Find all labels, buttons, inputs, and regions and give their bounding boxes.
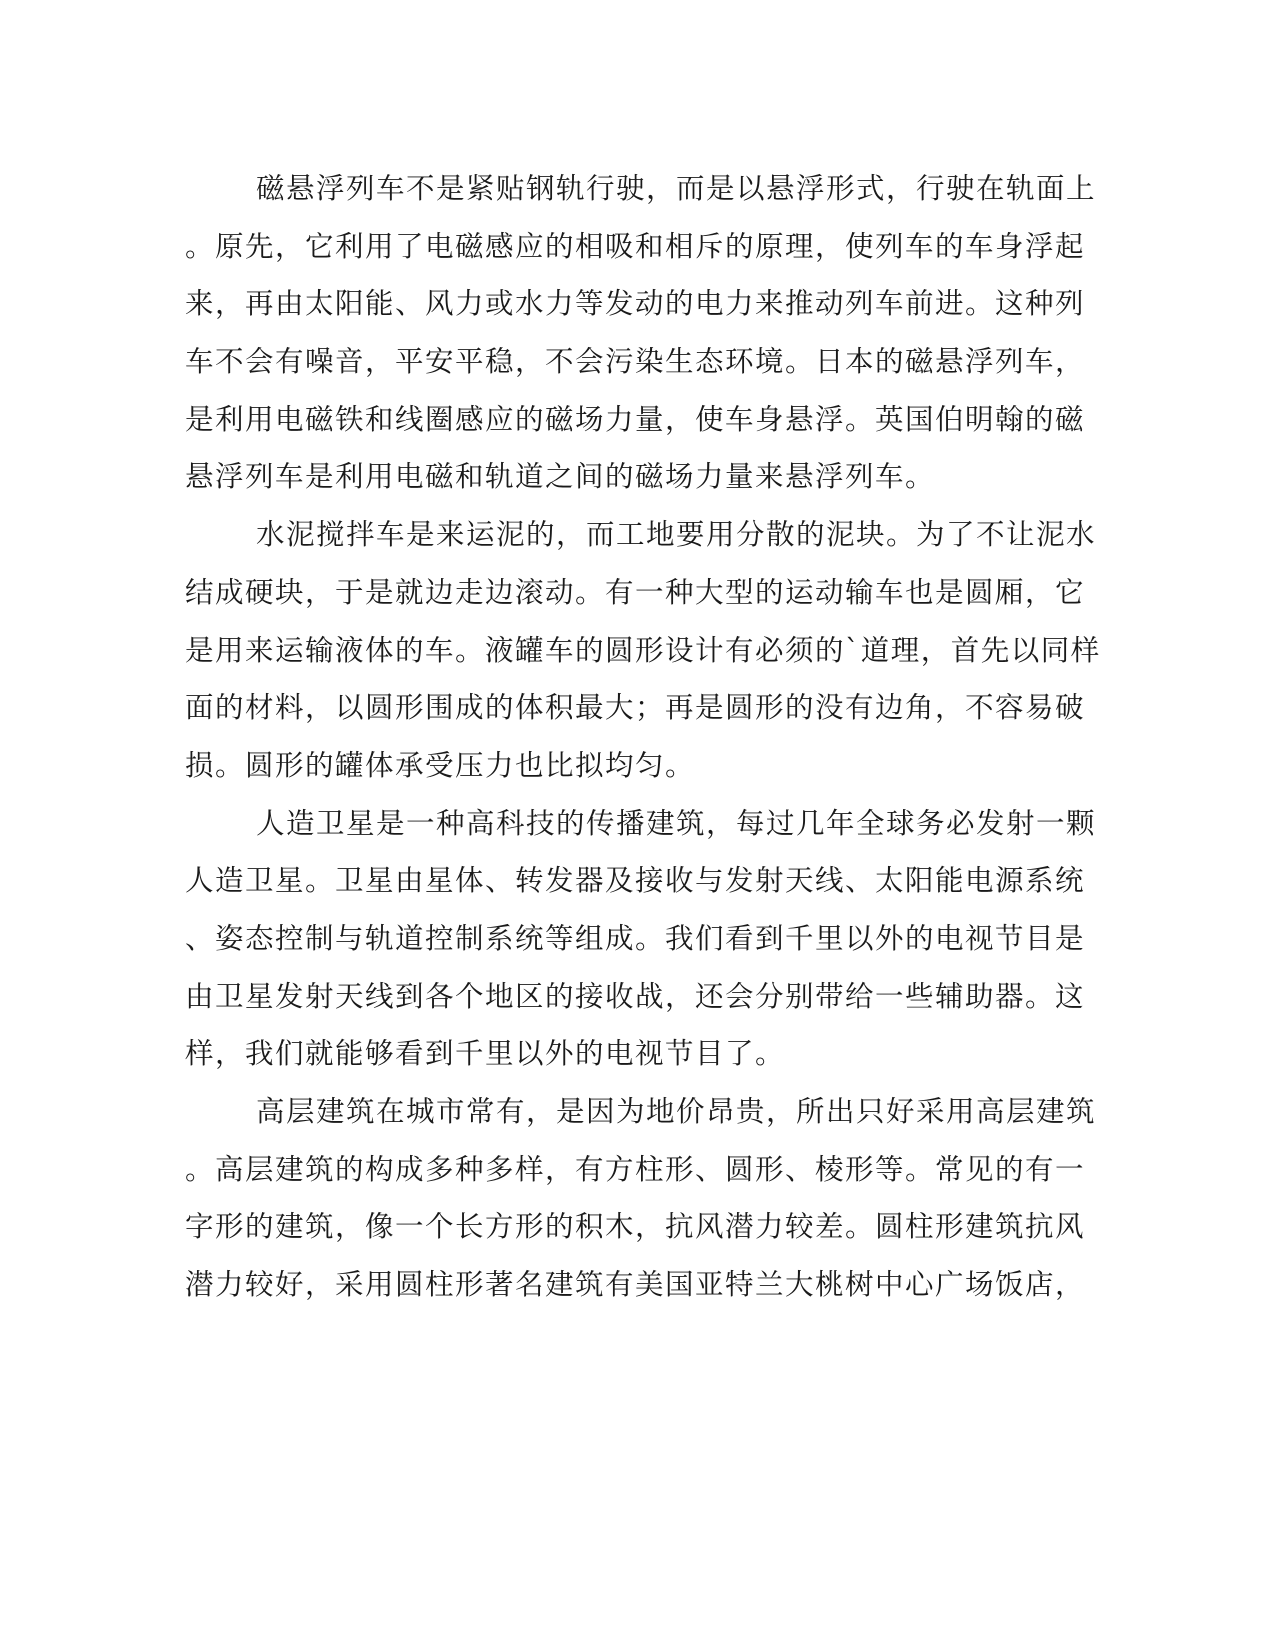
paragraph-3-line-2: 人造卫星。卫星由星体、转发器及接收与发射天线、太阳能电源系统 xyxy=(185,864,1086,898)
paragraph-3-line-5: 样，我们就能够看到千里以外的电视节目了。 xyxy=(185,1037,786,1071)
paragraph-3-line-3: 、姿态控制与轨道控制系统等组成。我们看到千里以外的电视节目是 xyxy=(185,921,1086,955)
paragraph-1-line-6: 悬浮列车是利用电磁和轨道之间的磁场力量来悬浮列车。 xyxy=(185,460,936,494)
paragraph-4-line-3: 字形的建筑，像一个长方形的积木，抗风潜力较差。圆柱形建筑抗风 xyxy=(185,1210,1086,1244)
paragraph-1-line-1: 磁悬浮列车不是紧贴钢轨行驶，而是以悬浮形式，行驶在轨面上 xyxy=(256,172,1097,205)
paragraph-3-line-4: 由卫星发射天线到各个地区的接收战，还会分别带给一些辅助器。这 xyxy=(185,979,1086,1013)
paragraph-4-line-2: 。高层建筑的构成多种多样，有方柱形、圆形、棱形等。常见的有一 xyxy=(185,1152,1086,1186)
paragraph-2-line-3: 是用来运输液体的车。液罐车的圆形设计有必须的`道理，首先以同样 xyxy=(185,633,1101,667)
paragraph-1-line-4: 车不会有噪音，平安平稳，不会污染生态环境。日本的磁悬浮列车， xyxy=(185,345,1086,379)
paragraph-2-line-5: 损。圆形的罐体承受压力也比拟均匀。 xyxy=(185,748,696,782)
paragraph-1-line-5: 是利用电磁铁和线圈感应的磁场力量，使车身悬浮。英国伯明翰的磁 xyxy=(185,402,1086,436)
paragraph-1-line-2: 。原先，它利用了电磁感应的相吸和相斥的原理，使列车的车身浮起 xyxy=(185,229,1086,263)
paragraph-2-line-1: 水泥搅拌车是来运泥的，而工地要用分散的泥块。为了不让泥水 xyxy=(256,518,1097,552)
paragraph-3-line-1: 人造卫星是一种高科技的传播建筑，每过几年全球务必发射一颗 xyxy=(256,806,1097,840)
body-text xyxy=(185,160,1101,1314)
paragraph-2-line-4: 面的材料，以圆形围成的体积最大；再是圆形的没有边角，不容易破 xyxy=(185,691,1086,725)
paragraph-1-line-3: 来，再由太阳能、风力或水力等发动的电力来推动列车前进。这种列 xyxy=(185,287,1086,321)
paragraph-4-line-4: 潜力较好，采用圆柱形著名建筑有美国亚特兰大桃树中心广场饭店， xyxy=(185,1268,1086,1302)
paragraph-4-line-1: 高层建筑在城市常有，是因为地价昂贵，所出只好采用高层建筑 xyxy=(256,1095,1097,1128)
paragraph-2-line-2: 结成硬块，于是就边走边滚动。有一种大型的运动输车也是圆厢，它 xyxy=(185,575,1086,609)
